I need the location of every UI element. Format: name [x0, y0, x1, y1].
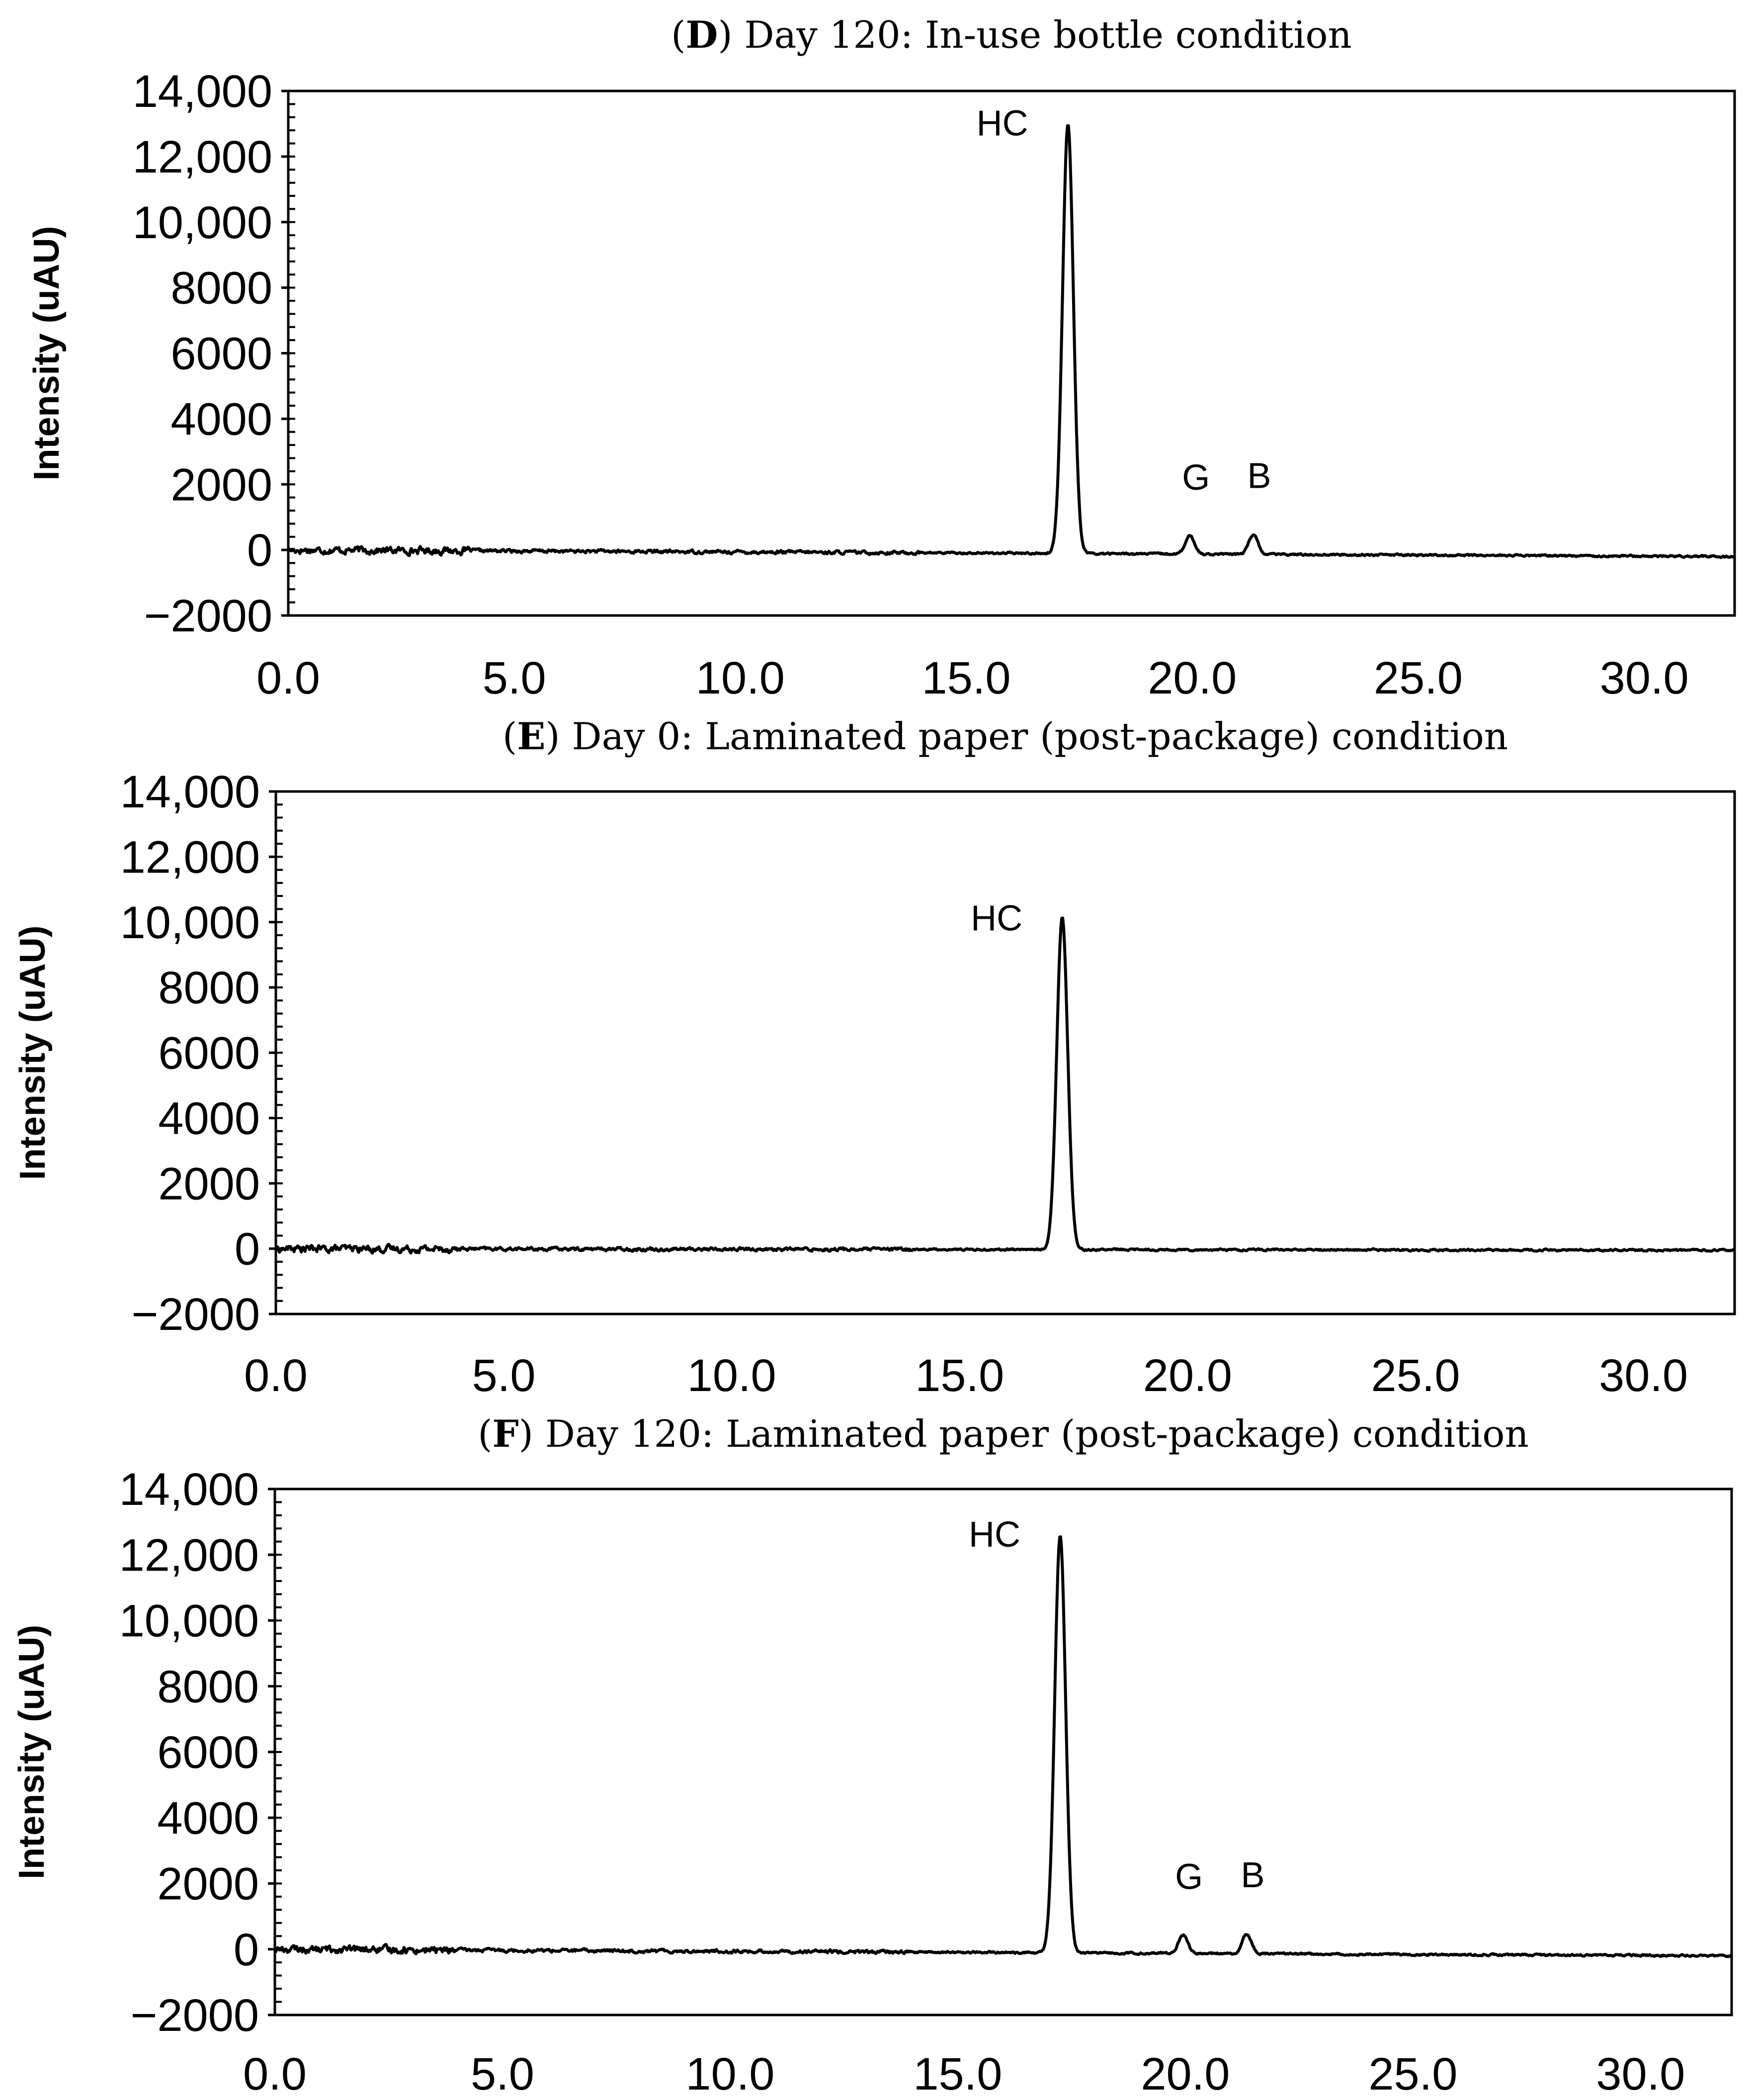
x-tick-label: 10.0 — [685, 2049, 775, 2100]
y-tick-label: 2000 — [157, 1858, 259, 1910]
x-tick-label: 30.0 — [1599, 1350, 1688, 1401]
panel-letter: F — [492, 1412, 519, 1456]
plot-frame — [275, 1489, 1732, 2015]
x-tick-label: 20.0 — [1148, 653, 1237, 703]
y-tick-label: 0 — [233, 1924, 259, 1975]
y-tick-label: 4000 — [170, 394, 272, 445]
y-tick-label: 2000 — [170, 459, 272, 511]
y-tick-label: 2000 — [158, 1158, 260, 1210]
peak-label-g: G — [1175, 1857, 1203, 1897]
x-tick-label: 30.0 — [1599, 653, 1689, 703]
y-tick-label: 8000 — [170, 262, 272, 314]
x-tick-label: 5.0 — [482, 653, 546, 703]
x-tick-label: 10.0 — [687, 1350, 776, 1401]
y-tick-label: 4000 — [158, 1093, 260, 1144]
panel-letter: E — [517, 714, 546, 758]
title-text: Day 0: Laminated paper (post-package) condition — [560, 714, 1508, 758]
chromatogram-trace — [276, 918, 1735, 1253]
x-tick-label: 25.0 — [1373, 653, 1463, 703]
chart-panel-e — [13, 714, 1735, 1401]
y-tick-label: −2000 — [131, 1289, 260, 1340]
y-tick-label: 12,000 — [132, 131, 272, 182]
y-tick-label: 8000 — [158, 962, 260, 1014]
y-axis-label: Intensity (uAU) — [12, 1625, 52, 1879]
y-tick-label: 6000 — [157, 1727, 259, 1778]
plot-frame — [288, 91, 1735, 615]
y-tick-label: 0 — [247, 525, 272, 576]
y-tick-label: 14,000 — [119, 1464, 259, 1515]
chart-panel-f — [12, 1412, 1732, 2100]
y-tick-label: 6000 — [158, 1028, 260, 1079]
y-tick-label: −2000 — [144, 591, 272, 641]
plot-frame — [276, 791, 1735, 1314]
y-tick-label: 10,000 — [132, 197, 272, 248]
title-text: Day 120: In-use bottle condition — [732, 13, 1352, 57]
chart-title: (E) Day 0: Laminated paper (post-package) condition — [502, 714, 1508, 758]
y-tick-label: 4000 — [157, 1793, 259, 1844]
x-tick-label: 5.0 — [471, 2049, 534, 2100]
x-tick-label: 30.0 — [1596, 2049, 1685, 2100]
y-tick-label: 8000 — [157, 1661, 259, 1712]
peak-label-g: G — [1182, 457, 1210, 498]
x-tick-label: 0.0 — [243, 2049, 307, 2100]
x-tick-label: 0.0 — [256, 653, 320, 703]
y-tick-label: 10,000 — [119, 1595, 259, 1647]
y-axis-label: Intensity (uAU) — [13, 925, 53, 1180]
x-tick-label: 15.0 — [921, 653, 1011, 703]
peak-label-hc: HC — [968, 1514, 1020, 1555]
panel-letter: D — [685, 13, 718, 57]
peak-label-b: B — [1247, 456, 1271, 496]
x-tick-label: 20.0 — [1141, 2049, 1230, 2100]
y-tick-label: 12,000 — [119, 1530, 259, 1581]
peak-label-b: B — [1241, 1855, 1265, 1896]
x-tick-label: 20.0 — [1143, 1350, 1232, 1401]
x-tick-label: 25.0 — [1368, 2049, 1458, 2100]
peak-label-hc: HC — [971, 898, 1023, 939]
x-tick-label: 15.0 — [915, 1350, 1004, 1401]
y-tick-label: 10,000 — [120, 897, 260, 948]
y-tick-label: 14,000 — [120, 767, 260, 817]
x-tick-label: 5.0 — [472, 1350, 536, 1401]
y-tick-label: −2000 — [130, 1990, 259, 2041]
chart-panel-d — [27, 13, 1735, 703]
y-tick-label: 14,000 — [132, 66, 272, 117]
x-tick-label: 0.0 — [244, 1350, 308, 1401]
chart-title: (F) Day 120: Laminated paper (post-package) condition — [478, 1412, 1529, 1456]
title-text: Day 120: Laminated paper (post-package) condition — [533, 1412, 1529, 1456]
x-tick-label: 25.0 — [1371, 1350, 1460, 1401]
y-tick-label: 12,000 — [120, 832, 260, 883]
chromatogram-trace — [275, 1537, 1732, 1957]
y-tick-label: 0 — [234, 1224, 260, 1275]
x-tick-label: 15.0 — [913, 2049, 1003, 2100]
chromatogram-trace — [288, 126, 1735, 558]
x-tick-label: 10.0 — [695, 653, 785, 703]
chart-title: (D) Day 120: In-use bottle condition — [671, 13, 1352, 57]
y-tick-label: 6000 — [170, 328, 272, 379]
peak-label-hc: HC — [976, 103, 1028, 144]
y-axis-label: Intensity (uAU) — [27, 226, 67, 481]
